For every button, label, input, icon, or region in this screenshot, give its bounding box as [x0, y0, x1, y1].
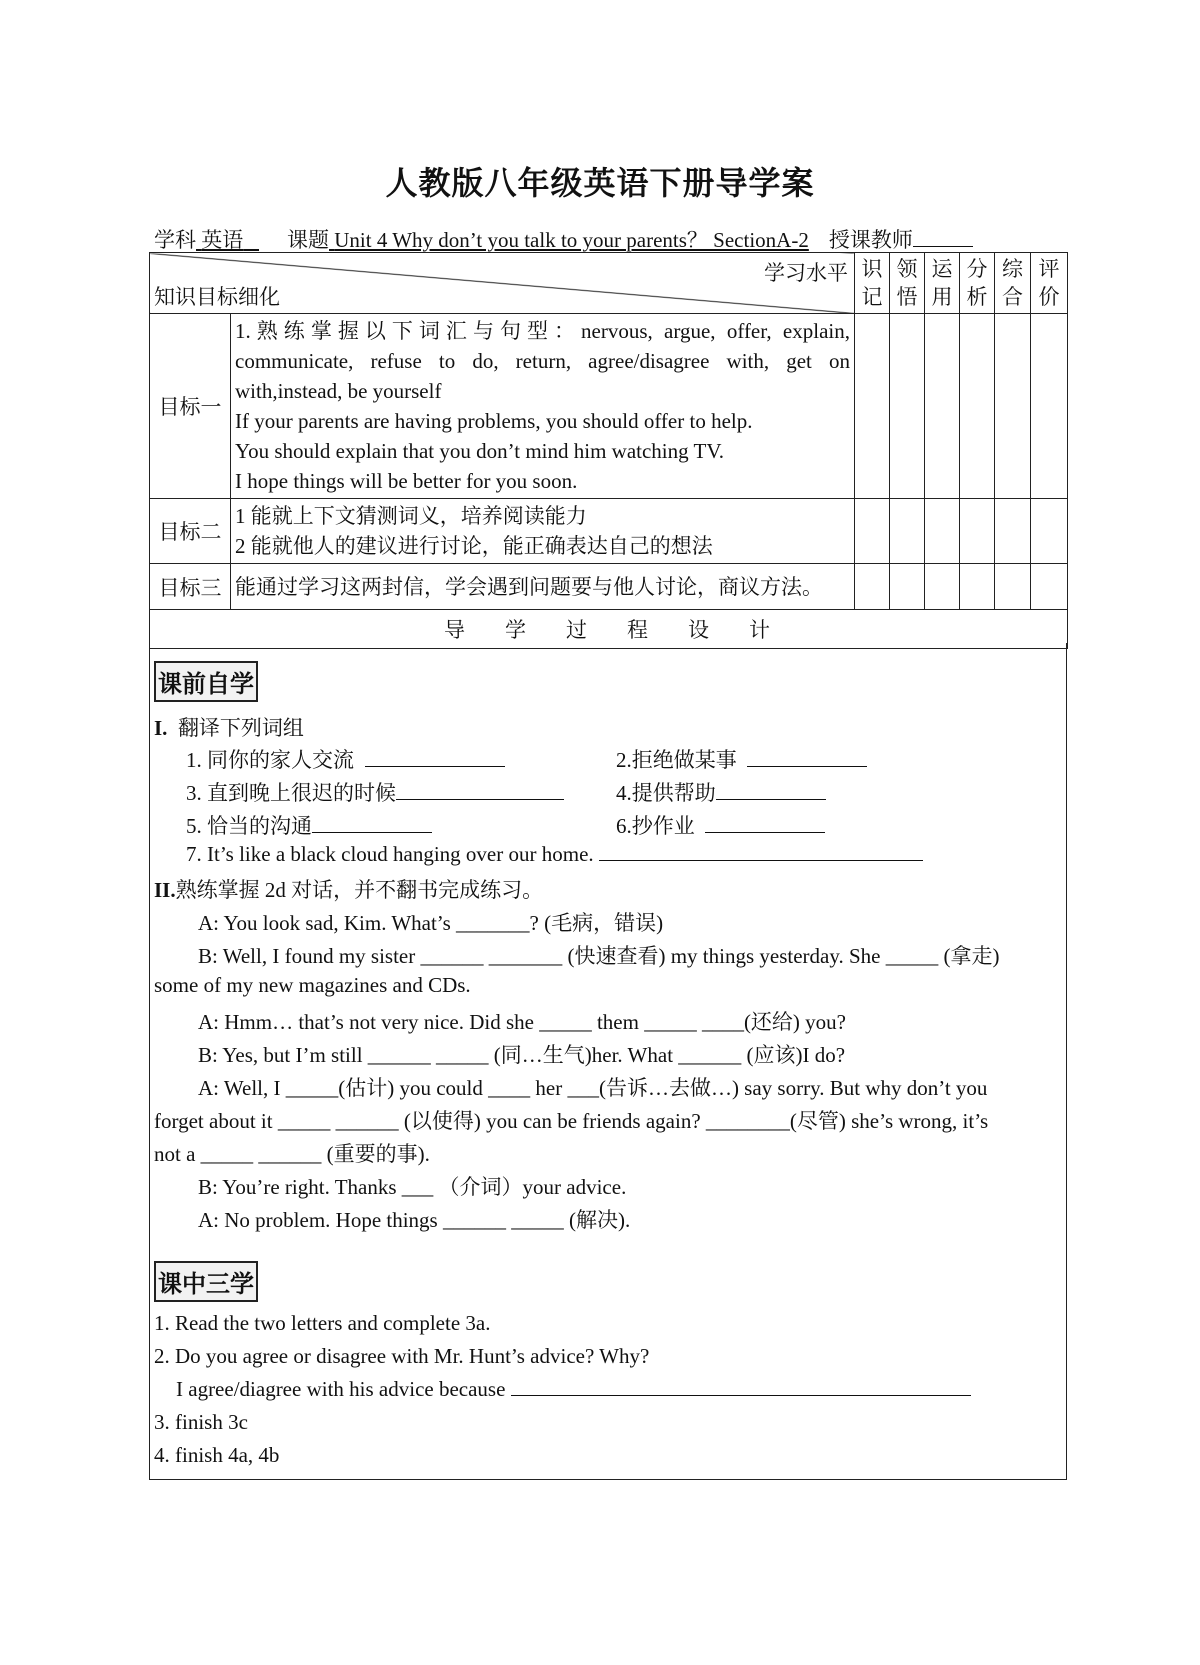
subject-value: 英语: [201, 228, 244, 252]
answer-blank[interactable]: [365, 748, 505, 767]
answer-blank[interactable]: [599, 842, 923, 861]
goal1-label: 目标一: [150, 314, 231, 499]
answer-blank[interactable]: [396, 781, 564, 800]
level-synthesize: 综合: [995, 253, 1031, 314]
answer-blank[interactable]: [747, 748, 867, 767]
goal1-level-cell[interactable]: [995, 314, 1031, 499]
part1-heading: I. 翻译下列词组: [154, 716, 304, 740]
goals-table: [149, 252, 1068, 649]
teacher-blank[interactable]: [913, 228, 973, 247]
process-design-heading: 导学过程设计: [150, 610, 1068, 649]
task-1: 1. Read the two letters and complete 3a.: [154, 1311, 491, 1335]
goal2-level-cell[interactable]: [925, 499, 960, 564]
goal3-level-cell[interactable]: [1031, 564, 1068, 610]
study-process-body: [149, 643, 1067, 1480]
dialogue-line: B: Well, I found my sister ______ _______ (快速查看) my things yesterday. She _____ (拿走): [198, 944, 1000, 968]
phrase-item-4: 4.提供帮助: [616, 777, 826, 807]
task-4: 4. finish 4a, 4b: [154, 1443, 280, 1467]
dialogue-line: A: You look sad, Kim. What’s _______? (毛病，错误): [198, 911, 664, 935]
goal-header: 知识目标细化: [154, 285, 280, 309]
goal1-line: 1.熟练掌握以下词汇与句型：nervous, argue, offer, explain, communicate, refuse to do, return, agree/disagree with, get on with,instead, be yourself: [235, 319, 850, 403]
goal2-level-cell[interactable]: [960, 499, 995, 564]
goal2-label: 目标二: [150, 499, 231, 564]
goal2-level-cell[interactable]: [855, 499, 890, 564]
goal3-level-cell[interactable]: [890, 564, 925, 610]
dialogue-line: A: Well, I _____(估计) you could ____ her ___(告诉…去做…) say sorry. But why don’t you: [198, 1076, 988, 1100]
dialogue-line: B: Yes, but I’m still ______ _____ (同…生气)her. What ______ (应该)I do?: [198, 1043, 846, 1067]
phrase-item-6: 6.抄作业: [616, 810, 825, 840]
dialogue-line: forget about it _____ ______ (以使得) you can be friends again? ________(尽管) she’s wrong, it’s: [154, 1109, 989, 1133]
answer-blank[interactable]: [511, 1377, 971, 1396]
goal3-level-cell[interactable]: [855, 564, 890, 610]
task-2: 2. Do you agree or disagree with Mr. Hunt’s advice? Why?: [154, 1344, 650, 1368]
goal1-content: [231, 314, 855, 499]
goal2-level-cell[interactable]: [1031, 499, 1068, 564]
goal2-content: [231, 499, 855, 564]
level-evaluate: 评价: [1031, 253, 1068, 314]
level-recall: 识记: [855, 253, 890, 314]
goal1-line: I hope things will be better for you soon.: [235, 469, 578, 493]
goal3-level-cell[interactable]: [925, 564, 960, 610]
subject-label: 学科: [154, 228, 196, 252]
level-comprehend: 领悟: [890, 253, 925, 314]
goal1-level-cell[interactable]: [855, 314, 890, 499]
goal3-label: 目标三: [150, 564, 231, 610]
topic-label: 课题: [287, 228, 329, 252]
page-title: 人教版八年级英语下册导学案: [385, 164, 815, 202]
dialogue-line: B: You’re right. Thanks ___ （介词）your advice.: [198, 1175, 627, 1199]
goal3-level-cell[interactable]: [960, 564, 995, 610]
goal1-level-cell[interactable]: [925, 314, 960, 499]
answer-blank[interactable]: [705, 814, 825, 833]
task-3: 3. finish 3c: [154, 1410, 248, 1434]
dialogue-line: not a _____ ______ (重要的事).: [154, 1142, 430, 1166]
goal2-line: 1 能就上下文猜测词义，培养阅读能力: [235, 504, 587, 528]
topic-value: Unit 4 Why don’t you talk to your parents？ SectionA-2: [334, 228, 809, 252]
phrase-item-2: 2.拒绝做某事: [616, 744, 867, 774]
dialogue-line: A: Hmm… that’s not very nice. Did she _____ them _____ ____(还给) you?: [198, 1010, 846, 1034]
goal2-line: 2 能就他人的建议进行讨论，能正确表达自己的想法: [235, 534, 713, 558]
preclass-tag: 课前自学: [154, 661, 258, 702]
table-header-diagonal: [150, 253, 855, 314]
task-2-answer: I agree/diagree with his advice because: [176, 1377, 971, 1402]
level-analyze: 分析: [960, 253, 995, 314]
goal3-level-cell[interactable]: [995, 564, 1031, 610]
part2-heading: II.熟练掌握 2d 对话，并不翻书完成练习。: [154, 878, 544, 902]
goal2-level-cell[interactable]: [995, 499, 1031, 564]
dialogue-line: A: No problem. Hope things ______ _____ (解决).: [198, 1208, 631, 1232]
goal1-level-cell[interactable]: [890, 314, 925, 499]
level-apply: 运用: [925, 253, 960, 314]
lesson-meta: [154, 224, 973, 254]
phrase-item-5: 5. 恰当的沟通: [186, 810, 432, 840]
answer-blank[interactable]: [312, 814, 432, 833]
teacher-label: 授课教师: [828, 228, 913, 252]
phrase-item-3: 3. 直到晚上很迟的时候: [186, 777, 564, 807]
inclass-tag: 课中三学: [154, 1261, 258, 1302]
level-header: 学习水平: [764, 261, 848, 285]
answer-blank[interactable]: [716, 781, 826, 800]
goal1-line: If your parents are having problems, you should offer to help.: [235, 409, 753, 433]
dialogue-line: some of my new magazines and CDs.: [154, 973, 471, 997]
goal3-content: 能通过学习这两封信，学会遇到问题要与他人讨论，商议方法。: [231, 564, 855, 610]
phrase-item-1: 1. 同你的家人交流: [186, 744, 505, 774]
goal2-level-cell[interactable]: [890, 499, 925, 564]
goal1-line: You should explain that you don’t mind him watching TV.: [235, 439, 725, 463]
goal1-level-cell[interactable]: [960, 314, 995, 499]
phrase-item-7: 7. It’s like a black cloud hanging over our home.: [186, 842, 923, 867]
goal1-level-cell[interactable]: [1031, 314, 1068, 499]
